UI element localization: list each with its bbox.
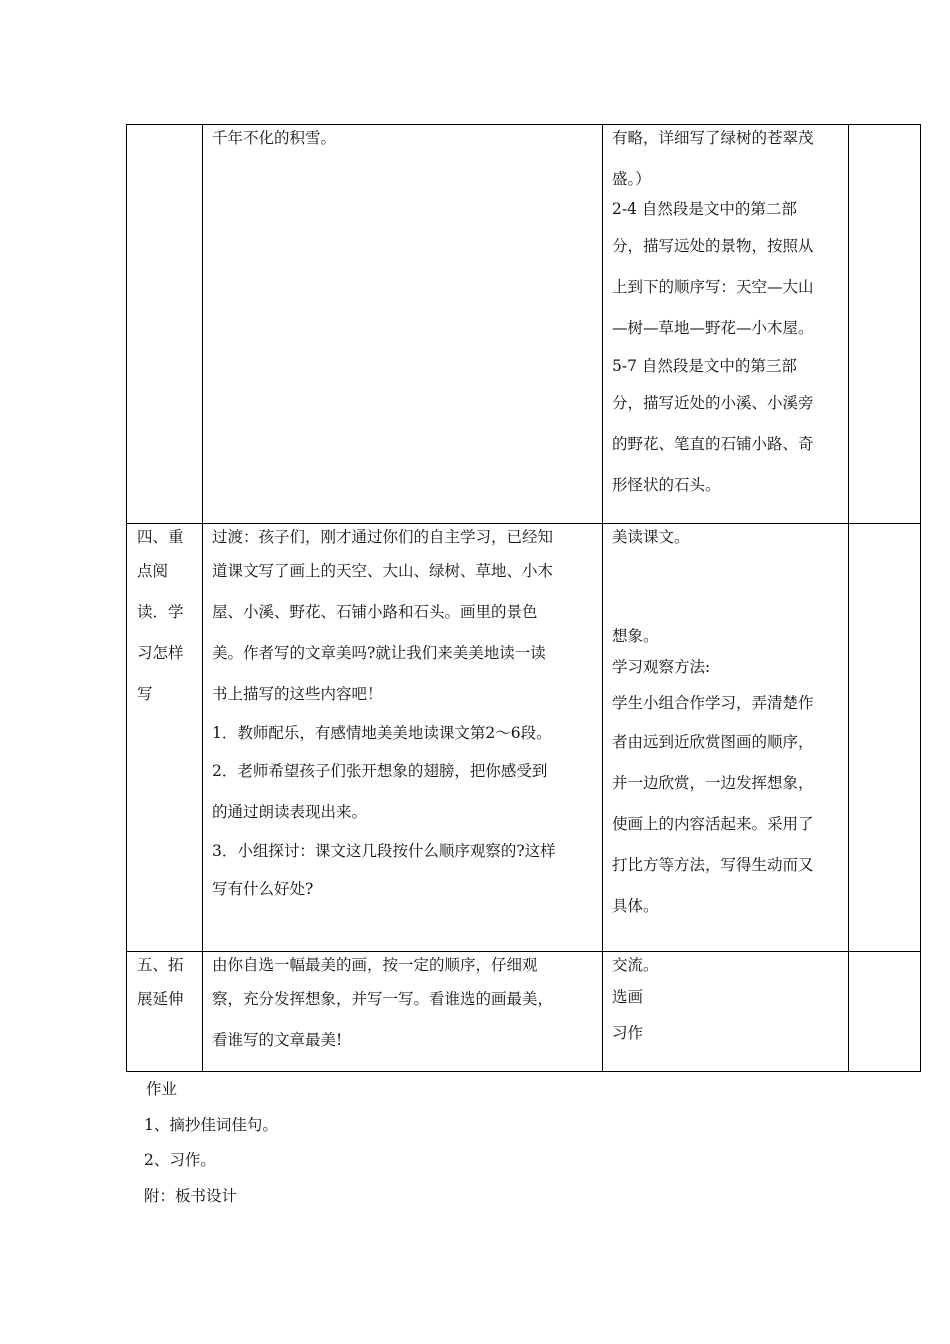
text-line: 四、重: [137, 528, 184, 546]
text-line: 3．小组探讨：课文这几段按什么顺序观察的?这样: [212, 842, 556, 860]
text-line: 学生小组合作学习，弄清楚作: [612, 694, 814, 712]
text-line: 过渡：孩子们，刚才通过你们的自主学习，已经知: [212, 528, 554, 546]
text-line: 察，充分发挥想象，并写一写。看谁选的画最美，: [212, 990, 554, 1008]
text-line: 学习观察方法:: [612, 658, 711, 676]
text-line: 2-4 自然段是文中的第二部: [612, 200, 797, 218]
table-row: [127, 952, 921, 1072]
text-line: 道课文写了画上的天空、大山、绿树、草地、小木: [212, 562, 554, 580]
text-line: 形怪状的石头。: [612, 476, 721, 494]
text-line: 有略，详细写了绿树的苍翠茂: [612, 129, 814, 147]
text-line: 的野花、笔直的石铺小路、奇: [612, 435, 814, 453]
text-line: 打比方等方法，写得生动而又: [612, 856, 814, 874]
text-line: 选画: [612, 988, 644, 1006]
appendix-line: 附：板书设计: [144, 1186, 238, 1205]
text-line: 千年不化的积雪。: [212, 129, 337, 147]
text-line: 并一边欣赏，一边发挥想象，: [612, 774, 814, 792]
homework-item: 2、习作。: [144, 1151, 216, 1169]
notes-group: [612, 623, 840, 927]
homework-section: [126, 1072, 278, 1214]
text-line: 具体。: [612, 897, 659, 915]
text-line: 展延伸: [137, 990, 184, 1008]
text-line: 习作: [612, 1024, 644, 1042]
text-line: 使画上的内容活起来。采用了: [612, 815, 814, 833]
table-row: [127, 524, 921, 952]
activity-cell: [203, 952, 603, 1072]
text-line: 写有什么好处?: [212, 880, 314, 898]
stage-cell: [127, 125, 203, 524]
activity-cell: [203, 125, 603, 524]
text-line: 分，描写近处的小溪、小溪旁: [612, 394, 814, 412]
text-line: 美读课文。: [612, 528, 690, 546]
table-row: [127, 125, 921, 524]
notes-group: [612, 193, 840, 506]
notes-cell: [603, 125, 849, 524]
text-line: 2．老师希望孩子们张开想象的翅膀，把你感受到: [212, 762, 548, 780]
stage-cell: [127, 952, 203, 1072]
text-line: 屋、小溪、野花、石铺小路和石头。画里的景色: [212, 603, 538, 621]
notes-group: [612, 125, 840, 193]
text-line: —树—草地—野花—小木屋。: [612, 319, 814, 337]
text-line: 分，描写远处的景物，按照从: [612, 237, 814, 255]
text-line: 美。作者写的文章美吗?就让我们来美美地读一读: [212, 644, 546, 662]
text-line: 想象。: [612, 627, 659, 645]
notes-cell: [603, 952, 849, 1072]
notes-cell: [603, 524, 849, 952]
lesson-plan-table: [126, 124, 921, 1072]
text-line: 书上描写的这些内容吧！: [212, 685, 383, 703]
text-line: 由你自选一幅最美的画，按一定的顺序，仔细观: [212, 956, 538, 974]
text-line: 的通过朗读表现出来。: [212, 803, 368, 821]
text-line: 习怎样: [137, 644, 184, 662]
text-line: 者由远到近欣赏图画的顺序，: [612, 733, 814, 751]
remarks-cell: [849, 125, 921, 524]
text-line: 5-7 自然段是文中的第三部: [612, 357, 797, 375]
text-line: 上到下的顺序写：天空—大山: [612, 278, 814, 296]
stage-cell: [127, 524, 203, 952]
remarks-cell: [849, 524, 921, 952]
remarks-cell: [849, 952, 921, 1072]
text-line: 看谁写的文章最美!: [212, 1031, 343, 1049]
text-line: 五、拓: [137, 956, 184, 974]
text-line: 读．学: [137, 603, 184, 621]
text-line: 交流。: [612, 956, 659, 974]
text-line: 盛。）: [612, 170, 651, 188]
homework-item: 1、摘抄佳词佳句。: [144, 1115, 278, 1134]
text-line: 点阅: [137, 562, 169, 580]
text-line: 写: [137, 685, 153, 703]
activity-cell: [203, 524, 603, 952]
homework-title: 作业: [146, 1080, 178, 1098]
text-line: 1．教师配乐，有感情地美美地读课文第2～6段。: [212, 724, 552, 742]
